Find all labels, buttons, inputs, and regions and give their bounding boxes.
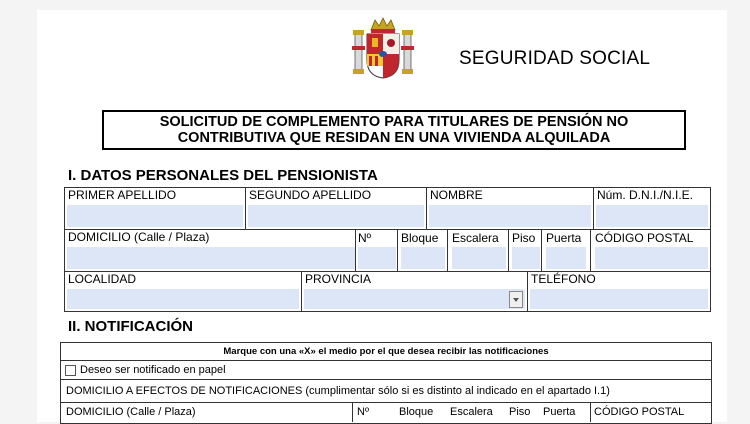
localidad-label: LOCALIDAD xyxy=(68,272,137,286)
telefono-input[interactable] xyxy=(530,289,708,309)
notification-instruction: Marque con una «X» el medio por el que desea recibir las notificaciones xyxy=(223,346,549,357)
spain-coat-of-arms-icon xyxy=(351,16,415,82)
notification-escalera-label: Escalera xyxy=(450,406,493,418)
domicilio-row xyxy=(64,229,711,272)
divider xyxy=(352,402,353,422)
escalera-label: Escalera xyxy=(452,231,499,245)
notification-address-note-row xyxy=(60,379,712,403)
section-1-heading: I. DATOS PERSONALES DEL PENSIONISTA xyxy=(68,167,378,184)
nombre-label: NOMBRE xyxy=(430,188,483,202)
puerta-label: Puerta xyxy=(546,231,582,245)
localidad-input[interactable] xyxy=(67,289,299,309)
dni-cell xyxy=(593,187,711,230)
notification-address-note: DOMICILIO A EFECTOS DE NOTIFICACIONES (cumplimentar sólo si es distinto al indicado en el apartado I.1) xyxy=(66,385,610,397)
notification-piso-label: Piso xyxy=(509,406,531,418)
provincia-label: PROVINCIA xyxy=(305,272,372,286)
piso-label: Piso xyxy=(512,231,536,245)
agency-name: SEGURIDAD SOCIAL xyxy=(459,48,651,69)
numero-label: Nº xyxy=(358,231,372,245)
numero-input[interactable] xyxy=(358,247,396,269)
form-title-line-2: CONTRIBUTIVA QUE RESIDAN EN UNA VIVIENDA ALQUILADA xyxy=(177,130,611,146)
divider xyxy=(355,229,356,272)
notification-instruction-row xyxy=(60,342,712,361)
divider xyxy=(447,229,448,272)
segundo-apellido-label: SEGUNDO APELLIDO xyxy=(249,188,372,202)
chevron-down-icon xyxy=(510,292,522,307)
divider xyxy=(508,229,509,272)
paper-option-label: Deseo ser notificado en papel xyxy=(80,364,226,376)
telefono-cell xyxy=(527,271,711,312)
notification-domicilio-row xyxy=(60,402,712,424)
segundo-apellido-input[interactable] xyxy=(248,205,424,227)
segundo-apellido-cell xyxy=(245,187,427,230)
notification-codigo-postal-label: CÓDIGO POSTAL xyxy=(594,406,685,418)
bloque-input[interactable] xyxy=(401,247,445,269)
provincia-dropdown-button[interactable] xyxy=(509,291,523,308)
divider xyxy=(541,229,542,272)
paper-option-row xyxy=(60,360,712,380)
nombre-cell xyxy=(426,187,594,230)
notification-bloque-label: Bloque xyxy=(399,406,434,418)
section-2-heading: II. NOTIFICACIÓN xyxy=(68,318,193,335)
domicilio-input[interactable] xyxy=(67,247,355,269)
bloque-label: Bloque xyxy=(401,231,439,245)
notification-numero-label: Nº xyxy=(357,406,369,418)
form-title-line-1: SOLICITUD DE COMPLEMENTO PARA TITULARES DE PENSIÓN NO xyxy=(159,114,629,130)
primer-apellido-input[interactable] xyxy=(67,205,243,227)
localidad-cell xyxy=(64,271,302,312)
divider xyxy=(590,229,591,272)
dni-label: Núm. D.N.I./N.I.E. xyxy=(597,188,694,202)
primer-apellido-label: PRIMER APELLIDO xyxy=(68,188,177,202)
escalera-input[interactable] xyxy=(452,247,506,269)
divider xyxy=(590,402,591,422)
telefono-label: TELÉFONO xyxy=(531,272,596,286)
paper-option-checkbox[interactable] xyxy=(65,365,76,376)
piso-input[interactable] xyxy=(512,247,540,269)
domicilio-label: DOMICILIO (Calle / Plaza) xyxy=(68,230,210,244)
provincia-select[interactable] xyxy=(304,289,525,309)
notification-puerta-label: Puerta xyxy=(543,406,576,418)
primer-apellido-cell xyxy=(64,187,246,230)
nombre-input[interactable] xyxy=(429,205,591,227)
provincia-cell xyxy=(301,271,528,312)
puerta-input[interactable] xyxy=(546,247,586,269)
form-title-box xyxy=(102,110,686,150)
codigo-postal-input[interactable] xyxy=(595,247,708,269)
dni-input[interactable] xyxy=(596,205,708,227)
codigo-postal-label: CÓDIGO POSTAL xyxy=(595,231,694,245)
divider xyxy=(397,229,398,272)
notification-domicilio-label: DOMICILIO (Calle / Plaza) xyxy=(66,406,196,418)
